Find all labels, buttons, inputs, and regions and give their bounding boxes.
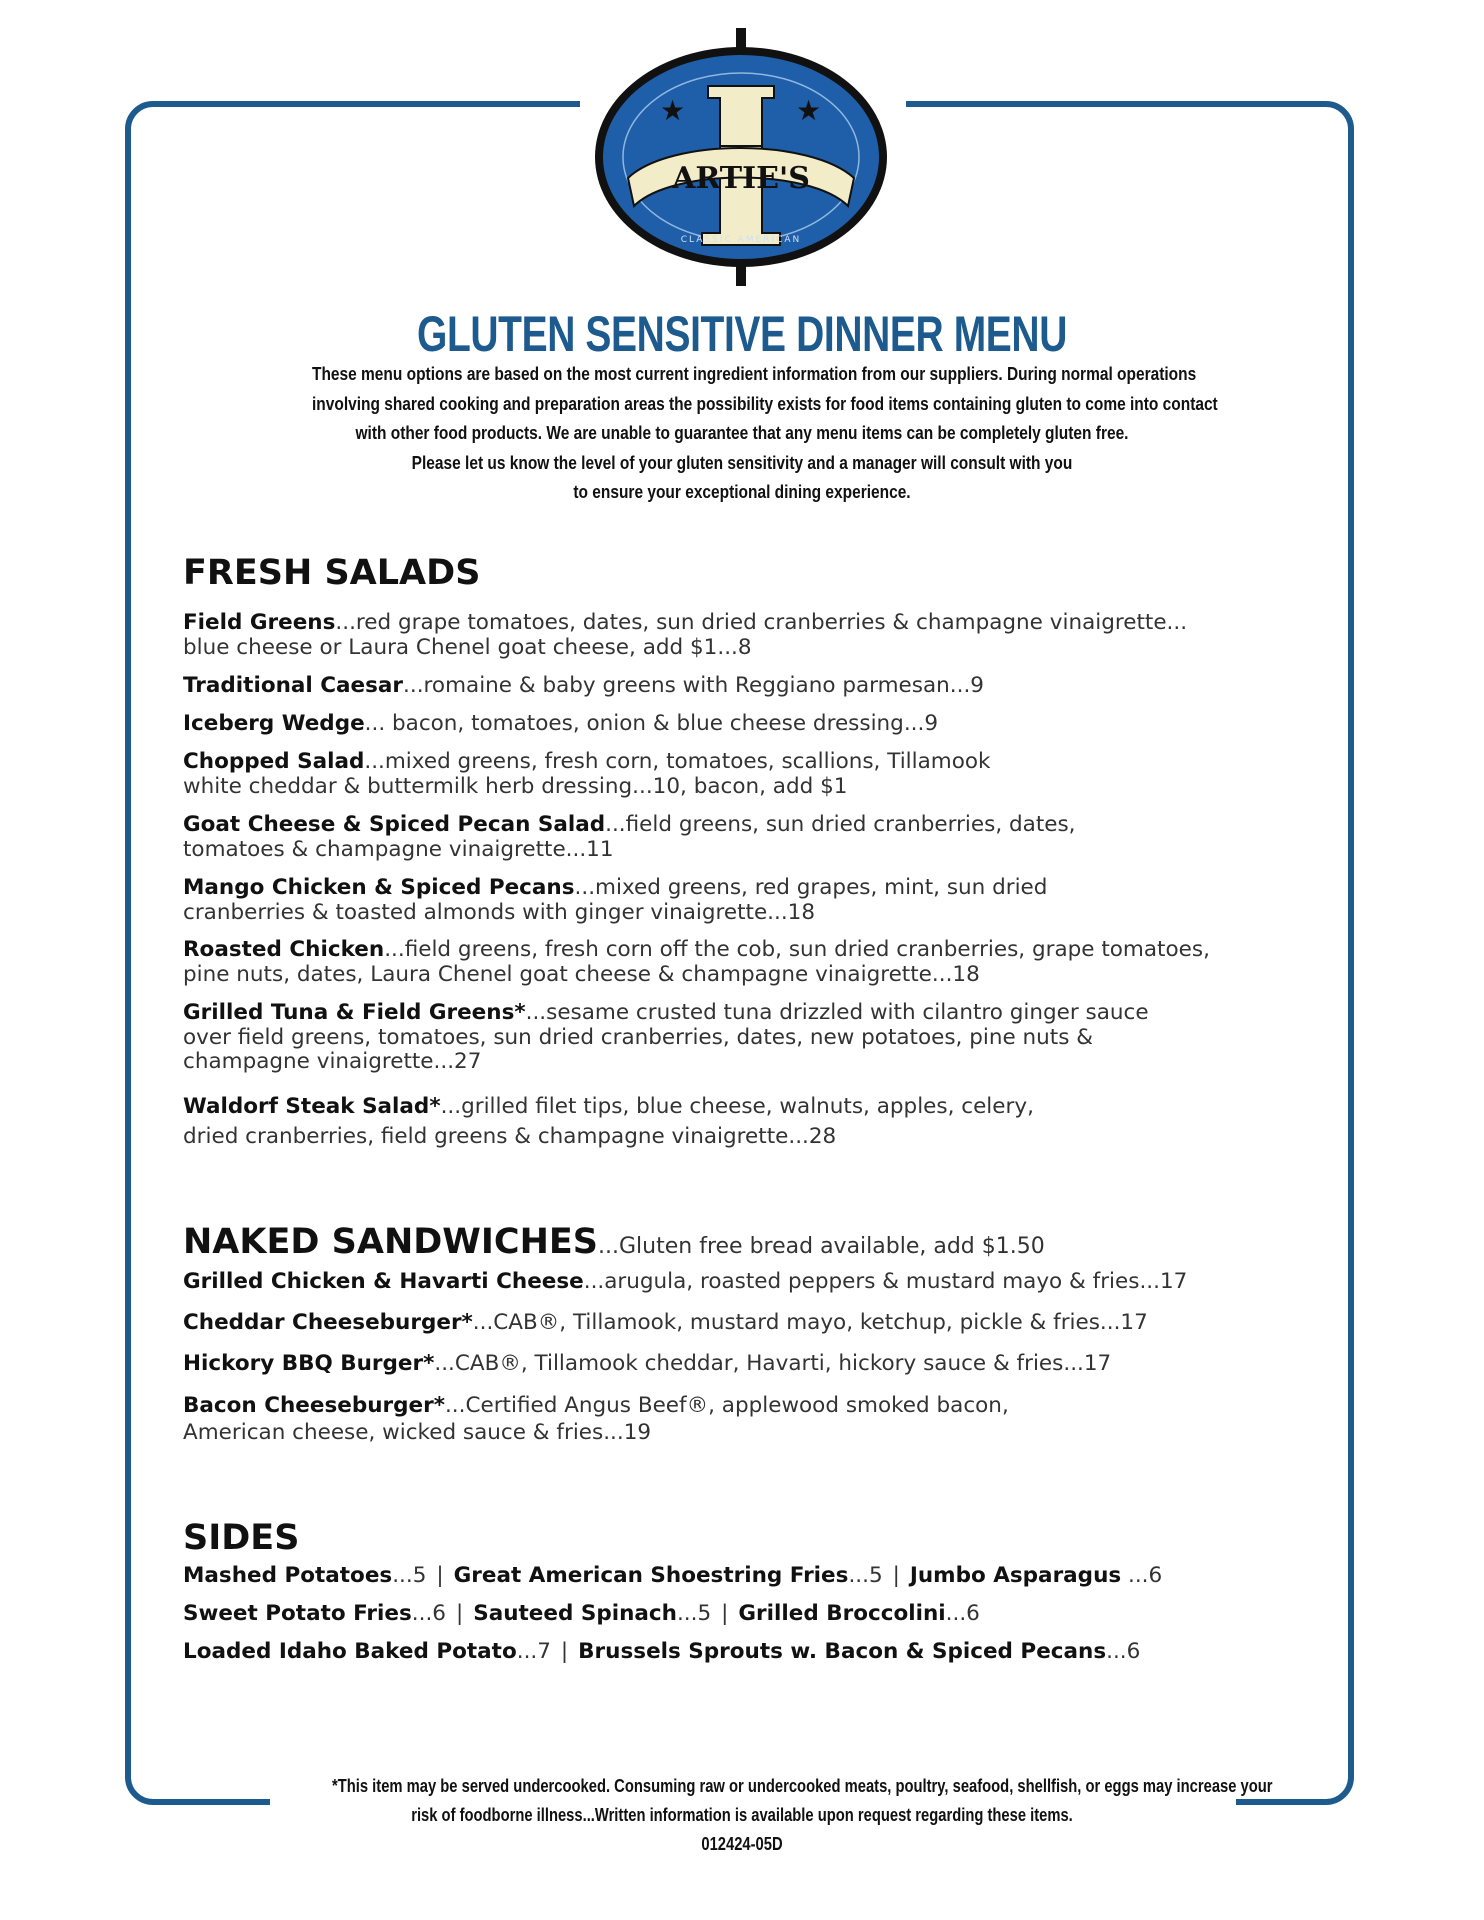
menu-item [183, 1092, 1333, 1152]
disclaimer-line: with other food products. We are unable to guarantee that any menu items can be completely gluten free. [355, 423, 1129, 443]
page-title: GLUTEN SENSITIVE DINNER MENU [417, 306, 1067, 362]
item-name: Grilled Tuna & Field Greens* [183, 1000, 526, 1025]
item-desc: ... bacon, tomatoes, onion & blue cheese dressing...9 [364, 711, 939, 736]
side-separator: | [455, 1601, 464, 1626]
side-separator: | [560, 1639, 569, 1664]
section-heading-salads: FRESH SALADS [183, 553, 481, 593]
item-desc: ...mixed greens, fresh corn, tomatoes, scallions, Tillamook white cheddar & buttermilk herb dressing...10, bacon, add $1 [183, 749, 991, 799]
menu-item [183, 938, 1333, 987]
menu-item [183, 876, 1333, 925]
item-name: Goat Cheese & Spiced Pecan Salad [183, 812, 606, 837]
menu-item [183, 750, 1333, 799]
item-name: Grilled Chicken & Havarti Cheese [183, 1269, 584, 1294]
section-heading-sandwiches [183, 1222, 1045, 1267]
item-name: Chopped Salad [183, 749, 365, 774]
disclaimer-line: Please let us know the level of your gluten sensitivity and a manager will consult with you [411, 452, 1073, 473]
side-price: ...6 [411, 1601, 446, 1626]
item-name: Field Greens [183, 610, 336, 635]
item-desc: ...arugula, roasted peppers & mustard mayo & fries...17 [583, 1269, 1188, 1294]
menu-item [183, 1352, 1333, 1377]
side-name: Brussels Sprouts w. Bacon & Spiced Pecans [578, 1639, 1107, 1664]
side-price: ...6 [1106, 1639, 1141, 1664]
item-name: Mango Chicken & Spiced Pecans [183, 875, 575, 900]
item-desc: ...grilled filet tips, blue cheese, walnuts, apples, celery, dried cranberries, field greens & champagne vinaigrette...28 [183, 1094, 1034, 1149]
menu-item [183, 611, 1333, 660]
item-name: Bacon Cheeseburger* [183, 1393, 445, 1418]
side-name: Grilled Broccolini [738, 1601, 946, 1626]
logo-brand-text: ARTIE'S [672, 161, 810, 196]
side-price: ...6 [1121, 1563, 1163, 1588]
sides-row [183, 1563, 1162, 1589]
section-title: NAKED SANDWICHES [183, 1222, 599, 1262]
side-price: ...6 [945, 1601, 980, 1626]
side-price: ...5 [392, 1563, 427, 1588]
item-name: Roasted Chicken [183, 937, 385, 962]
item-desc: ...Certified Angus Beef®, applewood smoked bacon, American cheese, wicked sauce & fries...19 [183, 1393, 1009, 1445]
side-separator: | [721, 1601, 729, 1626]
star-icon [796, 94, 821, 127]
item-name: Hickory BBQ Burger* [183, 1351, 435, 1376]
disclaimer-line: These menu options are based on the most current ingredient information from our suppliers. During normal operations [312, 364, 1197, 384]
logo-tagline: CLASSIC AMERICAN [680, 235, 802, 245]
svg-text:★: ★ [660, 94, 686, 127]
item-name: Iceberg Wedge [183, 711, 365, 736]
side-price: ...5 [848, 1563, 883, 1588]
item-desc: ...mixed greens, red grapes, mint, sun dried cranberries & toasted almonds with ginger vinaigrette...18 [183, 875, 1048, 925]
side-name: Jumbo Asparagus [909, 1563, 1122, 1588]
menu-item [183, 1392, 1333, 1446]
menu-item [183, 1311, 1333, 1336]
footer-disclaimer [242, 1772, 1273, 1859]
footer-line: *This item may be served undercooked. Consuming raw or undercooked meats, poultry, seafood, shellfish, or eggs may increase your [332, 1776, 1273, 1796]
section-heading-sides: SIDES [183, 1518, 300, 1558]
side-separator: | [436, 1563, 444, 1588]
side-separator: | [892, 1563, 900, 1588]
item-name: Waldorf Steak Salad* [183, 1094, 441, 1119]
item-desc: ...romaine & baby greens with Reggiano parmesan...9 [403, 673, 984, 698]
svg-text:★: ★ [796, 94, 822, 127]
side-price: ...5 [676, 1601, 712, 1626]
side-name: Sauteed Spinach [473, 1601, 677, 1626]
menu-item [183, 712, 1333, 737]
section-note: ...Gluten free bread available, add $1.50 [598, 1234, 1045, 1259]
star-icon [660, 94, 685, 127]
disclaimer-line: involving shared cooking and preparation areas the possibility exists for food items containing gluten to come into contact [312, 393, 1218, 414]
menu-item [183, 1270, 1333, 1295]
side-name: Mashed Potatoes [183, 1563, 393, 1588]
item-name: Cheddar Cheeseburger* [183, 1310, 473, 1335]
item-desc: ...CAB®, Tillamook cheddar, Havarti, hickory sauce & fries...17 [434, 1351, 1112, 1376]
side-name: Sweet Potato Fries [183, 1601, 412, 1626]
sides-row [183, 1639, 1140, 1665]
side-name: Great American Shoestring Fries [453, 1563, 849, 1588]
item-desc: ...red grape tomatoes, dates, sun dried cranberries & champagne vinaigrette... blue cheese or Laura Chenel goat cheese, add $1...8 [183, 610, 1188, 660]
side-name: Loaded Idaho Baked Potato [183, 1639, 517, 1664]
item-name: Traditional Caesar [183, 673, 404, 698]
sides-row [183, 1601, 980, 1627]
menu-item [183, 1001, 1333, 1075]
item-desc: ...field greens, sun dried cranberries, dates, tomatoes & champagne vinaigrette...11 [183, 812, 1076, 862]
menu-item [183, 813, 1333, 862]
side-price: ...7 [516, 1639, 551, 1664]
item-desc: ...CAB®, Tillamook, mustard mayo, ketchup, pickle & fries...17 [472, 1310, 1148, 1335]
footer-line: risk of foodborne illness...Written information is available upon request regarding these items. [411, 1805, 1073, 1825]
disclaimer-line: to ensure your exceptional dining experience. [573, 482, 911, 502]
menu-code: 012424-05D [701, 1834, 783, 1854]
gluten-disclaimer [242, 360, 1242, 508]
item-desc: ...sesame crusted tuna drizzled with cilantro ginger sauce over field greens, tomatoes, sun dried cranberries, dates, new potatoes, pine nuts & champagne vinaigrette...27 [183, 1000, 1149, 1074]
item-desc: ...field greens, fresh corn off the cob, sun dried cranberries, grape tomatoes, pine nuts, dates, Laura Chenel goat cheese & champagne vinaigrette...18 [183, 937, 1210, 987]
menu-item [183, 674, 1333, 699]
arties-logo [590, 28, 892, 286]
